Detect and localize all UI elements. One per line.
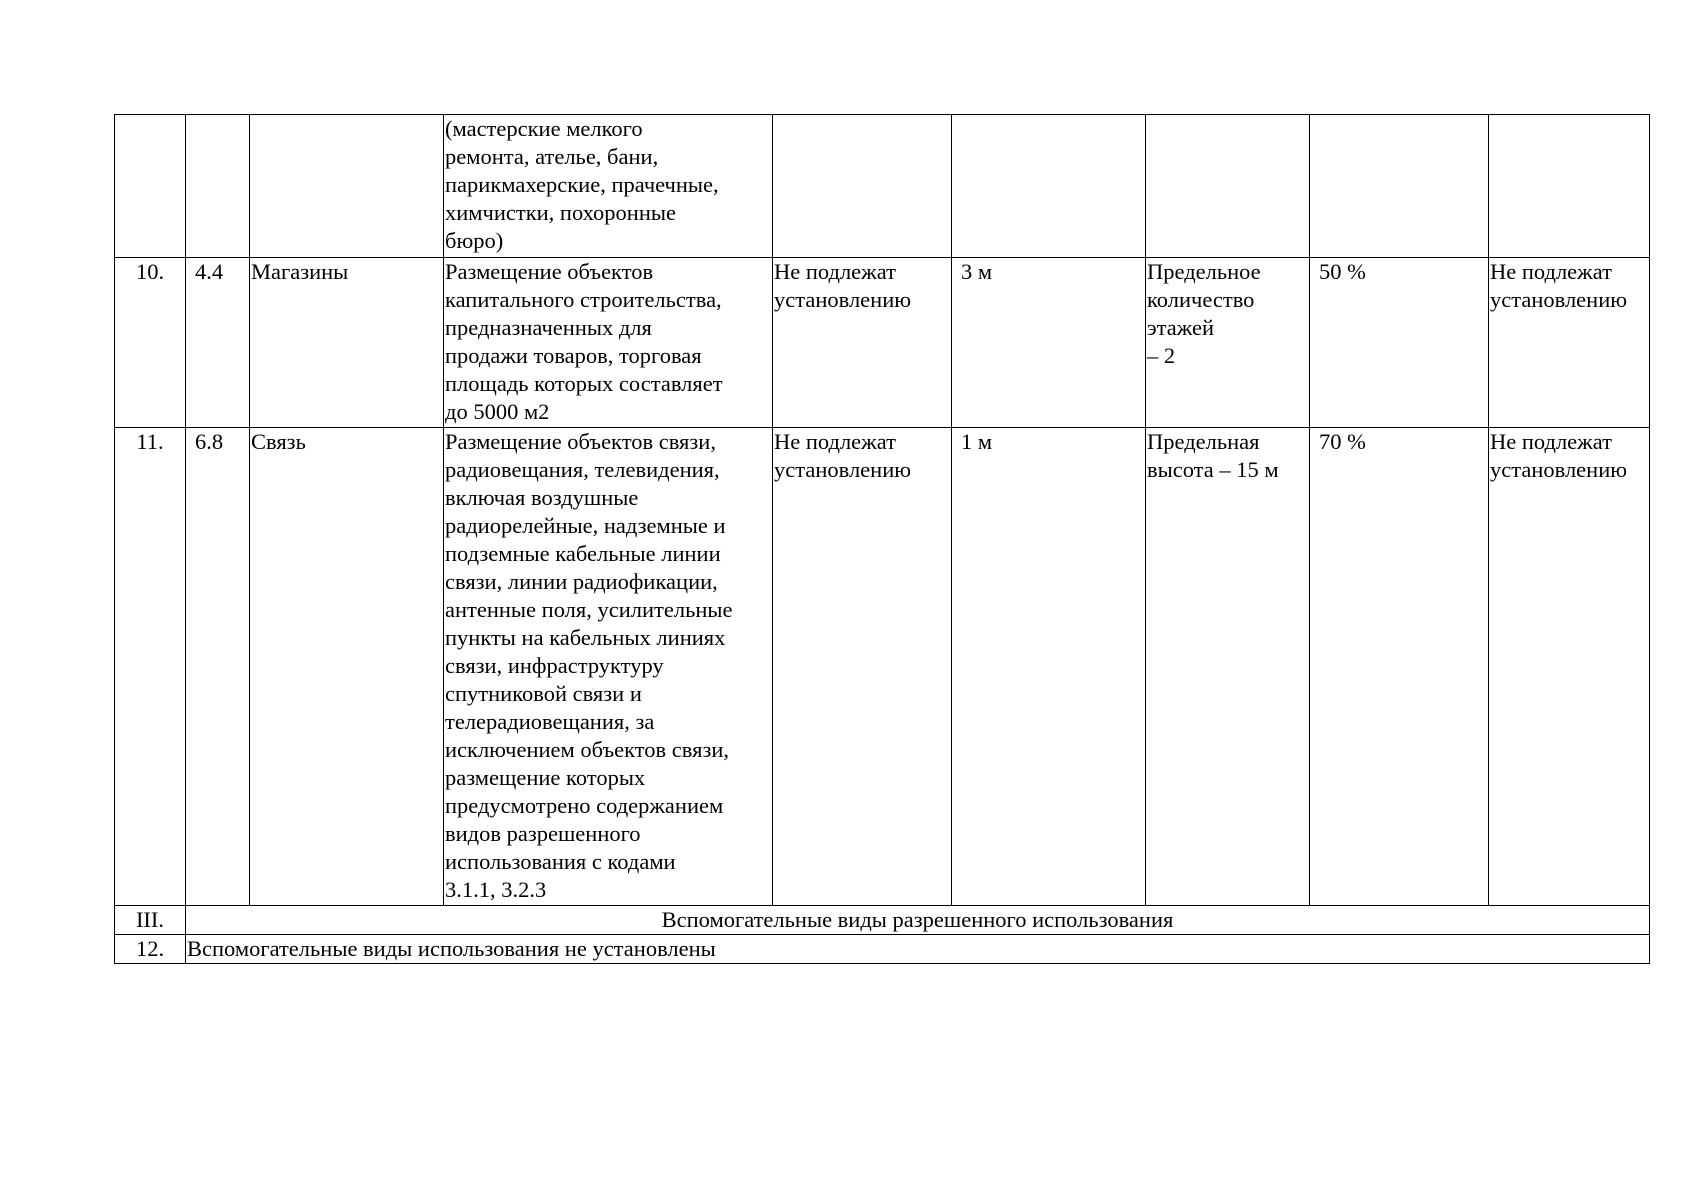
table-row (115, 935, 1650, 964)
cell-num: 10. (115, 258, 186, 428)
cell-description: Размещение объектов капитального строительства, предназначенных для продажи товаров, торговая площадь которых составляет до 5000 м2 (444, 258, 773, 428)
cell-code: 4.4 (186, 258, 250, 428)
cell-coverage (1310, 115, 1489, 258)
cell-setback (952, 115, 1146, 258)
table-row (115, 258, 1650, 428)
cell-name: Связь (250, 428, 444, 906)
section-header-row (115, 906, 1650, 935)
cell-name (250, 115, 444, 258)
section-num: III. (115, 906, 186, 935)
table-row (115, 428, 1650, 906)
cell-code: 6.8 (186, 428, 250, 906)
cell-coverage: 70 % (1310, 428, 1489, 906)
table-row-continuation (115, 115, 1650, 258)
cell-description: Размещение объектов связи, радиовещания, телевидения, включая воздушные радиорелейные, надземные и подземные кабельные линии связи, линии радиофикации, антенные поля, усилительные пункты на кабельных линиях связи, инфраструктуру спутниковой связи и телерадиовещания, за исключением объектов связи, размещение которых предусмотрено содержанием видов разрешенного использования с кодами 3.1.1, 3.2.3 (444, 428, 773, 906)
cell-other: Не подлежат установлению (1489, 258, 1650, 428)
cell-min-area (773, 115, 952, 258)
cell-coverage: 50 % (1310, 258, 1489, 428)
cell-min-area: Не подлежат установлению (773, 258, 952, 428)
section-title: Вспомогательные виды разрешенного использования (186, 906, 1650, 935)
cell-limit: Предельная высота – 15 м (1146, 428, 1310, 906)
cell-name: Магазины (250, 258, 444, 428)
cell-other: Не подлежат установлению (1489, 428, 1650, 906)
cell-num: 12. (115, 935, 186, 964)
cell-other (1489, 115, 1650, 258)
land-use-table (114, 114, 1650, 964)
cell-num (115, 115, 186, 258)
cell-setback: 1 м (952, 428, 1146, 906)
cell-num: 11. (115, 428, 186, 906)
cell-limit (1146, 115, 1310, 258)
cell-description: (мастерские мелкого ремонта, ателье, бани, парикмахерские, прачечные, химчистки, похоронные бюро) (444, 115, 773, 258)
cell-limit: Предельное количество этажей – 2 (1146, 258, 1310, 428)
cell-setback: 3 м (952, 258, 1146, 428)
cell-text: Вспомогательные виды использования не установлены (186, 935, 1650, 964)
cell-min-area: Не подлежат установлению (773, 428, 952, 906)
cell-code (186, 115, 250, 258)
